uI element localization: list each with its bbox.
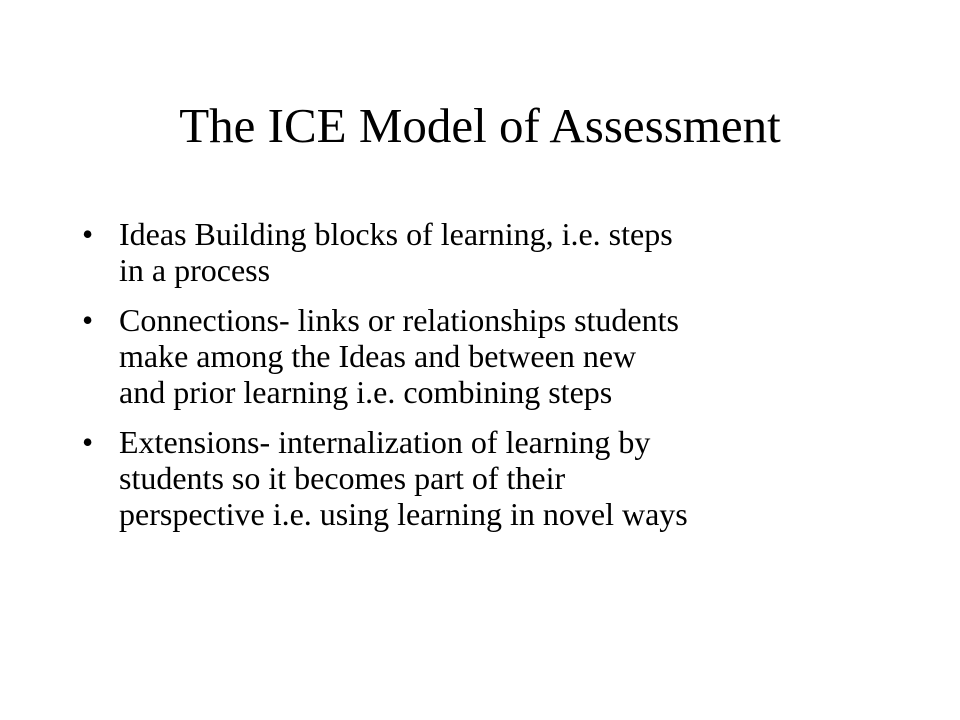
bullet-icon: • [82, 424, 94, 460]
bullet-item-ideas [82, 216, 882, 288]
bullet-list [82, 216, 882, 546]
bullet-text-line: Extensions- internalization of learning by [119, 424, 651, 460]
bullet-item-connections [82, 302, 882, 410]
bullet-item-extensions [82, 424, 882, 532]
bullet-text-line: and prior learning i.e. combining steps [119, 374, 613, 410]
bullet-text-line: make among the Ideas and between new [119, 338, 637, 374]
slide-title: The ICE Model of Assessment [179, 98, 781, 153]
bullet-icon: • [82, 302, 94, 338]
bullet-text-line: students so it becomes part of their [119, 460, 566, 496]
bullet-text-line: in a process [119, 252, 271, 288]
bullet-icon: • [82, 216, 94, 252]
bullet-text-line: perspective i.e. using learning in novel ways [119, 496, 688, 532]
bullet-text-line: Ideas Building blocks of learning, i.e. steps [119, 216, 673, 252]
bullet-text-line: Connections- links or relationships students [119, 302, 679, 338]
